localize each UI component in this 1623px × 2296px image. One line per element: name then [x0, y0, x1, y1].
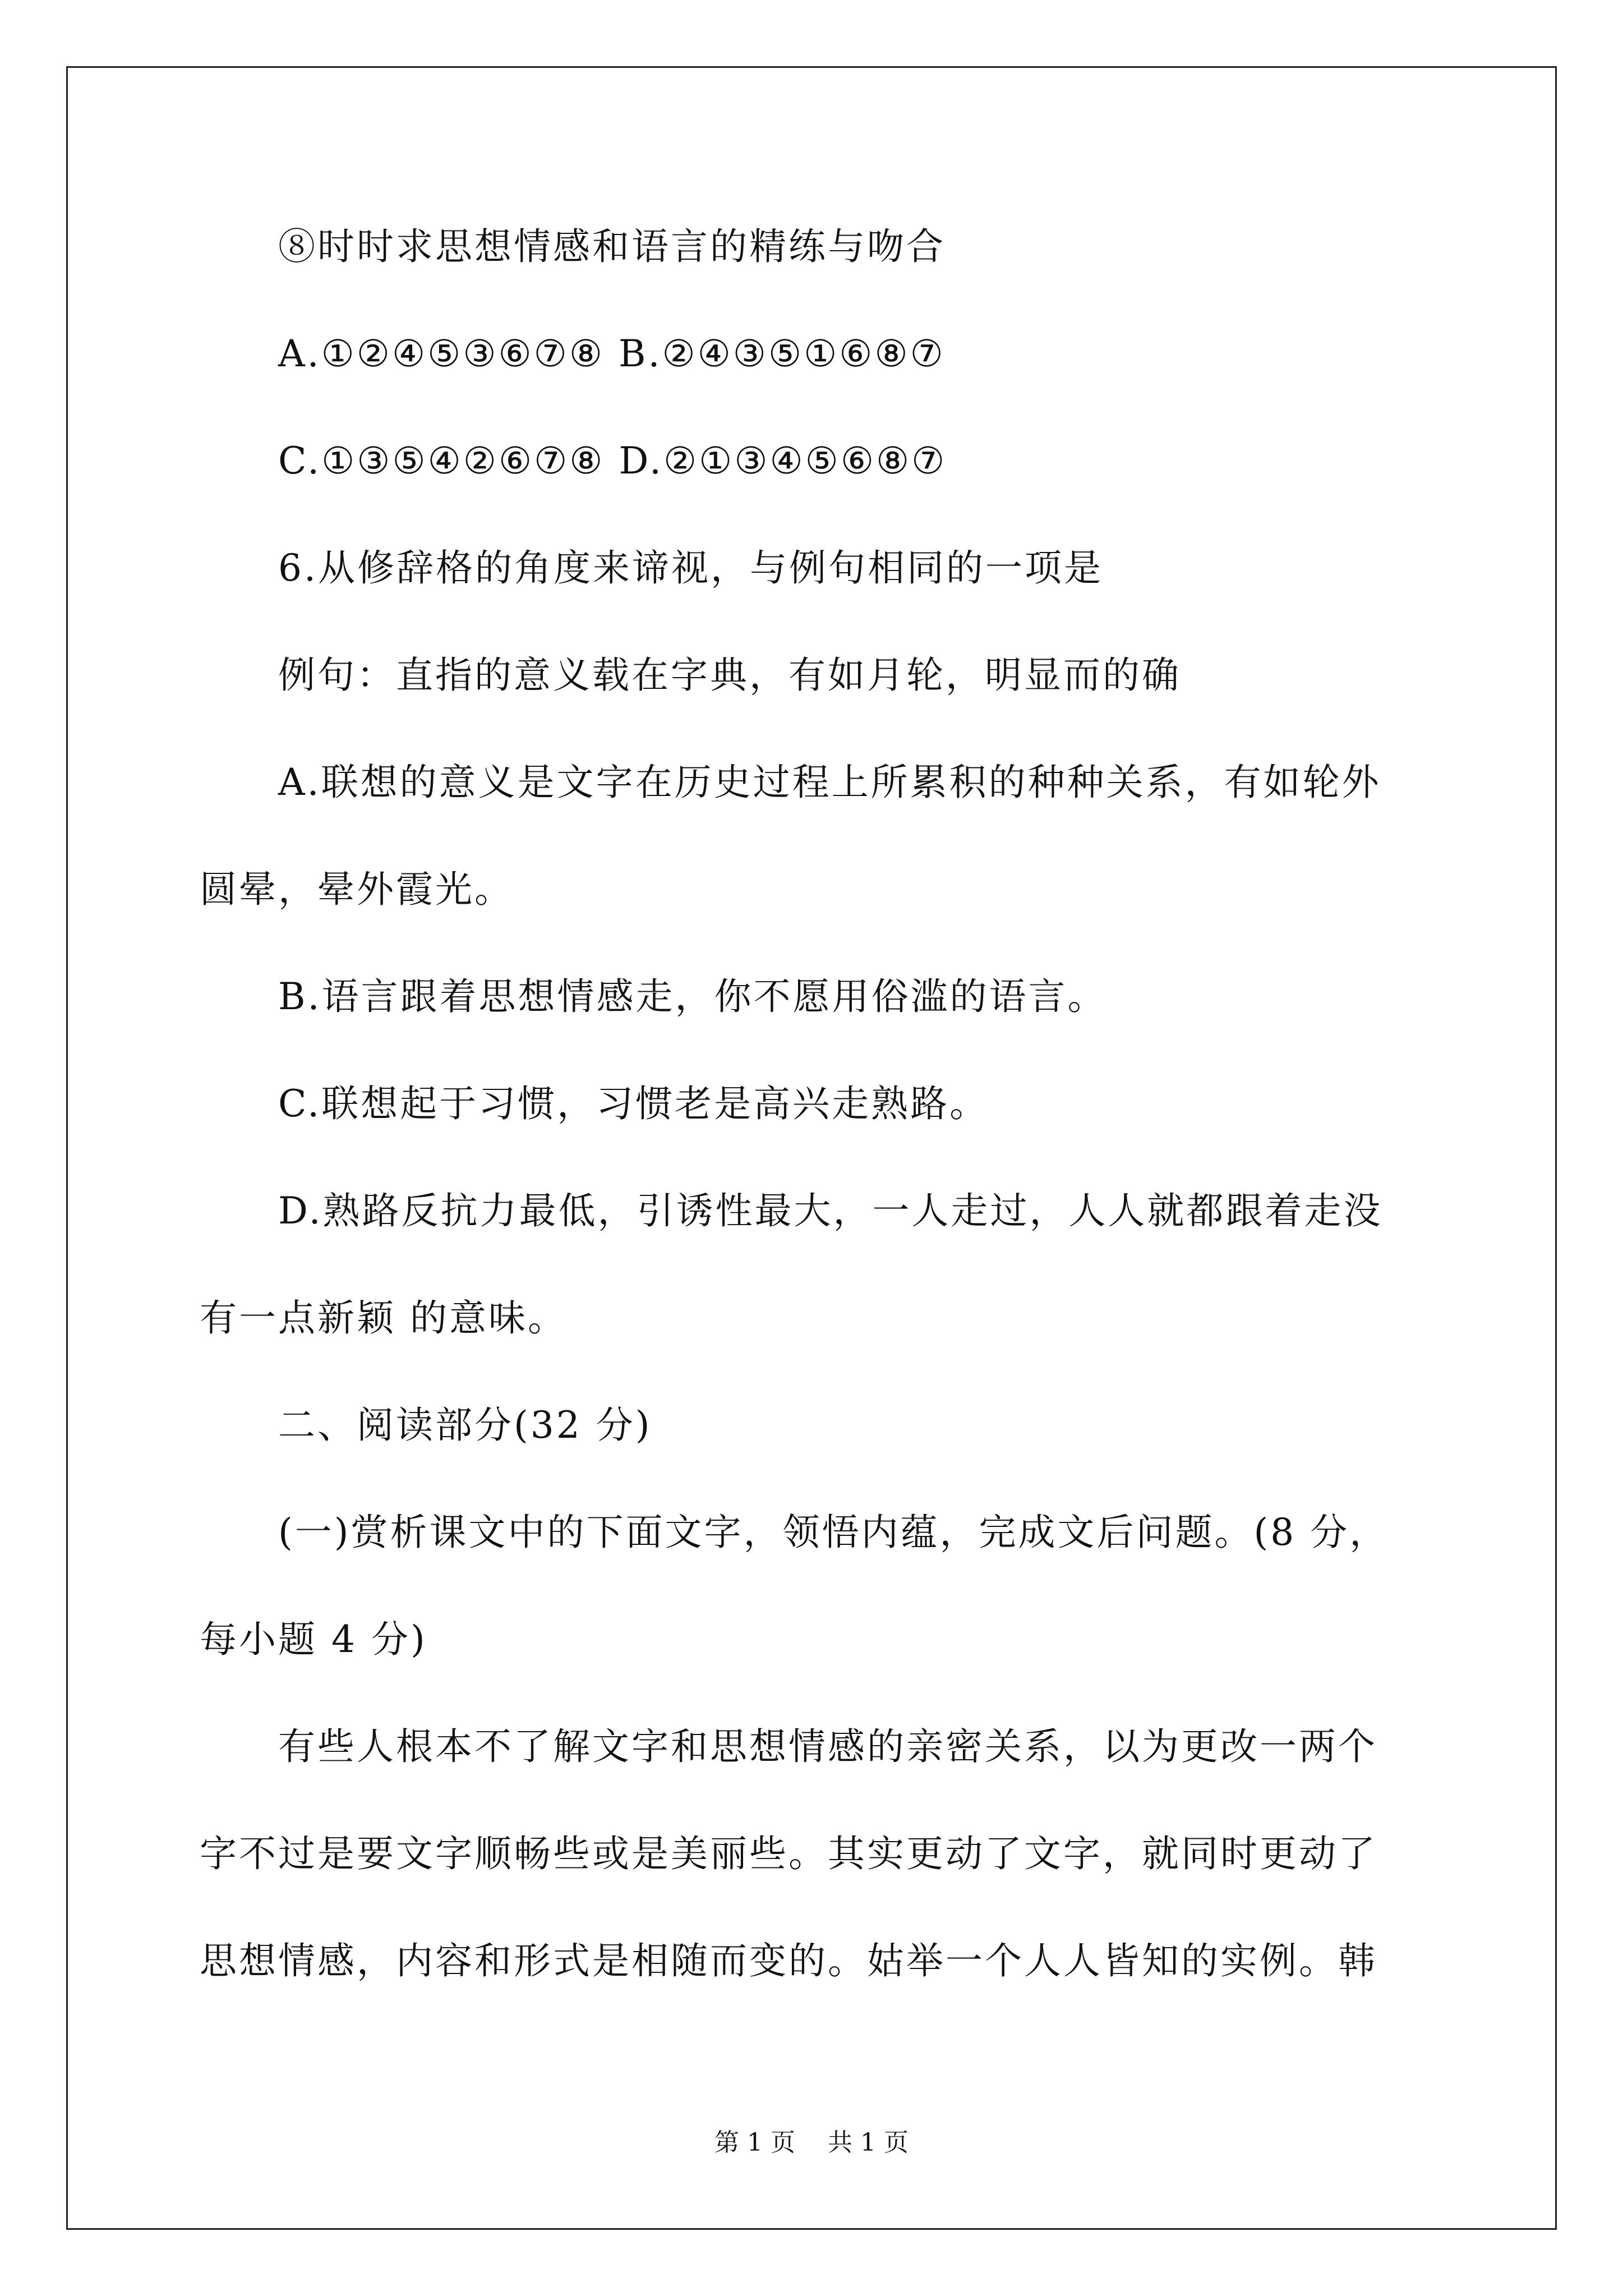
- text-line: C.联想起于习惯，习惯老是高兴走熟路。: [278, 1082, 989, 1125]
- text-line: 每小题 4 分): [200, 1618, 427, 1661]
- text-line: B.语言跟着思想情感走，你不愿用俗滥的语言。: [278, 975, 1107, 1018]
- section-heading: 二、阅读部分(32 分): [278, 1404, 652, 1447]
- text-line: 例句：直指的意义载在字典，有如月轮，明显而的确: [278, 654, 1181, 697]
- text-line: D.熟路反抗力最低，引诱性最大，一人走过，人人就都跟着走没: [278, 1189, 1383, 1232]
- text-line: 6.从修辞格的角度来谛视，与例句相同的一项是: [278, 546, 1103, 590]
- text-line: 思想情感，内容和形式是相随而变的。姑举一个人人皆知的实例。韩: [200, 1939, 1377, 1982]
- text-line: (一)赏析课文中的下面文字，领悟内蕴，完成文后问题。(8 分，: [278, 1511, 1389, 1554]
- text-line: 有些人根本不了解文字和思想情感的亲密关系，以为更改一两个: [278, 1725, 1377, 1768]
- page-border: [66, 66, 1557, 2230]
- text-line: 圆晕，晕外霞光。: [200, 868, 514, 911]
- text-line: A.①②④⑤③⑥⑦⑧ B.②④③⑤①⑥⑧⑦: [278, 332, 946, 375]
- text-line: ⑧时时求思想情感和语言的精练与吻合: [278, 225, 946, 268]
- text-line: A.联想的意义是文字在历史过程上所累积的种种关系，有如轮外: [278, 761, 1381, 804]
- text-line: 字不过是要文字顺畅些或是美丽些。其实更动了文字，就同时更动了: [200, 1832, 1377, 1875]
- text-line: 有一点新颖 的意味。: [200, 1296, 567, 1340]
- page-number-footer: 第 1 页 共 1 页: [714, 2128, 909, 2157]
- text-line: C.①③⑤④②⑥⑦⑧ D.②①③④⑤⑥⑧⑦: [278, 439, 947, 482]
